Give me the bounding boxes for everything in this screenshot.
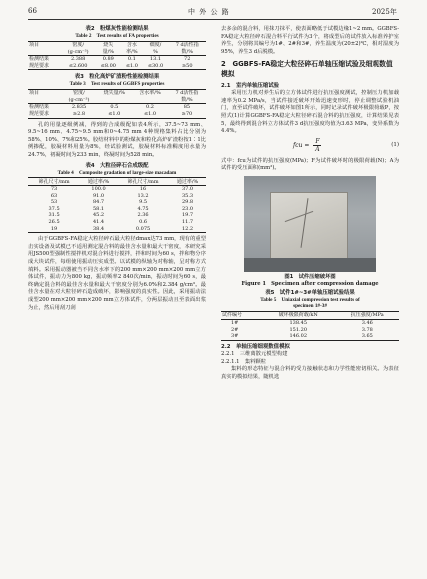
- table-cell: 31.5: [48, 212, 60, 219]
- table-header-cell: 筛孔尺寸/mm: [117, 178, 169, 186]
- table5-caption-cn: 表5 试件1#~3#单轴压缩试验结果: [265, 289, 355, 296]
- table-cell: 151.20: [289, 326, 307, 333]
- table2-caption-cn: 表2 粉煤灰性能检测结果: [85, 26, 149, 32]
- table5-caption-en-line2: specimen 1#-3#: [293, 303, 327, 310]
- table-header-cell: [132, 96, 168, 104]
- table-cell: 4.75: [137, 205, 149, 212]
- cube-specimen: [270, 192, 348, 260]
- equation-number: (1): [391, 141, 399, 148]
- table5-caption-en-line1: Table 5 Uniaxial compression test results of: [260, 296, 360, 303]
- table-cell: 29.8: [181, 199, 194, 206]
- header-rule: [28, 19, 399, 20]
- press-platen: [244, 258, 376, 272]
- table-cell: ≤1.0: [125, 62, 138, 69]
- body-paragraph: 式中：fcu为试件的抗压强度(MPa)；F为试件破坏时的极限荷载(N)；A为试件的受压面积(mm²)。: [221, 157, 399, 172]
- table-header-cell: (g·cm⁻³): [61, 48, 95, 56]
- table-cell: ≥50: [181, 62, 193, 69]
- table-cell: 146.02: [289, 333, 307, 340]
- table-cell: 63: [50, 192, 58, 199]
- table-header-cell: 细度/: [149, 41, 162, 48]
- table-cell: 16: [139, 186, 147, 193]
- subsubsubsection-heading: 2.2.1.1 集料颗粒: [221, 358, 267, 365]
- specimen-photo: [244, 176, 376, 272]
- table2-header-row-2: [28, 48, 206, 56]
- table-header-cell: 试件编号: [221, 311, 261, 319]
- table-cell: 2.835: [71, 104, 87, 111]
- table-cell: 26.5: [48, 219, 60, 225]
- running-header: [0, 0, 427, 20]
- table3-caption-en: Table 3 Test results of GGBFS properties: [69, 81, 165, 88]
- table-header-cell: 数/%: [168, 96, 206, 104]
- table-cell: 规范要求: [29, 110, 50, 117]
- table-header-cell: [28, 48, 61, 56]
- table-cell: 13.2: [137, 192, 149, 199]
- table-cell: 规范要求: [29, 62, 50, 69]
- table-header-cell: 通过率/%: [169, 178, 206, 186]
- table-row: [28, 199, 206, 206]
- table-cell: 0.075: [135, 225, 151, 232]
- table-cell: 0.6: [139, 219, 148, 225]
- table-header-cell: 7 d活性指: [175, 89, 199, 96]
- table-cell: 3.78: [361, 326, 373, 333]
- body-paragraph: 集料的形态特征与混合料的受力接触状态和力学性能密切相关。为表征真实的模拟结果，随机选: [221, 366, 399, 381]
- table-cell: 37.0: [181, 186, 194, 193]
- table-row: [28, 104, 206, 111]
- table-cell: 85: [183, 104, 191, 111]
- table-cell: 3#: [231, 333, 239, 340]
- table-header-cell: 密度/: [73, 89, 85, 96]
- table-header-cell: 含水率/%: [139, 89, 161, 96]
- table-header-cell: 率/%: [121, 48, 142, 56]
- table-row: [28, 63, 206, 70]
- subsection-heading: 2.2 单轴压缩细观数值模拟: [221, 343, 290, 350]
- table-header-cell: 含水: [126, 41, 137, 48]
- body-paragraph: 采用压力机对养生后的立方体试件进行抗压强度测试，控制压力机加载速率为0.2 MPa/s，当试件接近破坏开始迅速变形时，停止调整试验机油门，直至试件破坏，试件破坏如图1所示，同时记录试件破坏极限荷载P，按照式(1)计算GGBFS-FA稳定大粒径碎石混合料的抗压强度，计算结果见表5，最终得到混合料立方体试件3 d抗压强度均值为3.63 MPa，变异系数为4.4%。: [221, 90, 399, 135]
- table-cell: 2.36: [137, 212, 149, 219]
- table2-header-row-1: [28, 41, 206, 48]
- table-cell: 0.2: [146, 104, 154, 111]
- table-cell: 58.1: [92, 205, 105, 212]
- table-header-cell: [96, 96, 132, 104]
- table-cell: 0.1: [127, 56, 136, 63]
- table-row: [221, 327, 399, 334]
- table-cell: 0.5: [110, 104, 119, 111]
- table-header-cell: 量/%: [95, 48, 121, 56]
- table-header-cell: 数/%: [168, 48, 206, 56]
- table-row: [28, 212, 206, 219]
- table-header-cell: 7 d活性指: [175, 41, 199, 48]
- table-cell: 19: [50, 225, 58, 232]
- table-row: [28, 193, 206, 200]
- table-cell: 2#: [231, 326, 239, 333]
- table-header-cell: 密度/: [72, 41, 84, 48]
- table-header-cell: 破坏极限荷载/kN: [261, 311, 336, 319]
- table-row: [221, 319, 399, 326]
- table-row: [28, 219, 206, 226]
- table-cell: ≤1.0: [143, 110, 157, 117]
- right-column: [221, 26, 399, 382]
- section-heading: 2 GGBFS-FA稳定大粒径碎石单轴压缩试验及细观数值模拟: [221, 60, 393, 78]
- table-row: [28, 111, 206, 118]
- figure1-caption-en: Figure 1 Specimen after compression damage: [241, 280, 379, 287]
- formula-numerator: F: [315, 137, 320, 145]
- table-cell: 3.65: [361, 333, 373, 340]
- table-cell: ≤2.600: [68, 62, 88, 69]
- table-row: [28, 56, 206, 63]
- body-paragraph: 由于GGBFS-FA稳定大粒径碎石最大粒径dmax达73 mm，现有的重型击实设备及试模已不适用测定混合料的最佳含水量和最大干密度，本研究采用JS500型强制性搅拌机对混合料进行搅拌，拌和时间为60 s，拌和物分序成大块试件，每组使用振动压实成型。以试模的纵轴为对称轴，呈对称方式填料。采用振动器被当不同含水率下的200 mm×200 mm×200 mm立方体试件，振动力为800 kg，振动频率2 840次/min，振动时间为60 s，最终确定混合料的最佳含水量和最大干密度分别为6.0%和2.384 g/cm³。最佳含水量在对大粒径碎石造成破坏，影响强度的真实性。因此，采用振动法成型200 mm×200 mm×200 mm立方体试件，分两层振动且至表面出浆为止，然后用刮刀刮: [28, 236, 206, 311]
- table-cell: 53: [50, 199, 58, 206]
- table-row: [221, 333, 399, 340]
- table3-header-row-1: [28, 89, 206, 96]
- table-cell: 9.5: [139, 199, 148, 206]
- table3-caption-cn: 表3 粒化高炉矿渣粉性能检测结果: [74, 74, 160, 81]
- table-cell: ≤8.00: [100, 62, 116, 69]
- table-cell: 2.388: [70, 56, 86, 63]
- journal-year: 2025年: [372, 8, 397, 16]
- table-cell: 1#: [231, 319, 239, 326]
- table4-header-row: [28, 178, 206, 186]
- table-header-cell: 烧失: [103, 41, 114, 48]
- table-header-cell: %: [143, 48, 169, 56]
- table-cell: ≤1.0: [108, 110, 121, 117]
- body-paragraph: 去多余的混合料，用抹刀抹平，使表面略低于试模边缘1~2 mm。GGBFS-FA稳定大粒径碎石混合料平行试件为3个，将成型后的试件放入标准养护室养生，分别将其编号为1#、2#和3#，养生温度为(20±2)℃，相对湿度为95%，养生3 d后脱模。: [221, 26, 399, 55]
- formula-denominator: A: [315, 145, 320, 153]
- table3: [28, 89, 206, 119]
- figure1-caption-cn: 图1 试件压缩破坏图: [284, 273, 336, 280]
- table-header-cell: 项目: [29, 41, 40, 48]
- subsubsection-heading: 2.2.1 三维离散元模型构建: [221, 351, 288, 358]
- table-cell: 45.2: [92, 212, 105, 219]
- formula-lhs: fcu =: [293, 141, 310, 149]
- table-cell: 3.46: [361, 319, 373, 326]
- journal-name: 中 外 公 路: [188, 8, 230, 16]
- table-cell: ≥2.8: [72, 110, 86, 117]
- table-row: [28, 186, 206, 193]
- table-cell: 100.0: [91, 186, 106, 193]
- table-cell: 84.7: [92, 199, 105, 206]
- table-cell: 12.2: [181, 225, 194, 232]
- table-cell: 38.4: [92, 225, 105, 232]
- table-cell: 0.89: [102, 56, 114, 63]
- table5: [221, 311, 399, 341]
- table-cell: 138.45: [289, 319, 307, 326]
- table4: [28, 177, 206, 233]
- table-cell: 13.1: [149, 56, 162, 63]
- table3-header-row-2: [28, 96, 206, 104]
- table-header-cell: (g·cm⁻³): [62, 96, 97, 104]
- table-cell: 35.3: [181, 192, 194, 199]
- equation-1: [221, 138, 399, 156]
- page-number: 66: [28, 7, 37, 15]
- table4-caption-en: Table 4 Composite gradation of large-size macadam: [57, 169, 177, 176]
- table-header-cell: [28, 96, 62, 104]
- subsection-heading: 2.1 室内单轴压缩试验: [221, 82, 280, 89]
- body-paragraph: 孔的用量逐级例减，得到的合成级配如表4所示，37.5~73 mm、9.5~16 mm、4.75~9.5 mm和0~4.75 mm 4种规格集料占比分别为58%、10%、7%和25%。胶结材料中的粉煤灰和粒化高炉矿渣粉按1∶1比例掺配，胶凝材料用量为8%，经试验测试，胶凝材料标准稠度用水量为24.7%，初凝时间为233 min，终凝时间为528 min。: [28, 121, 206, 158]
- table-header-cell: 抗压强度/MPa: [336, 311, 399, 319]
- table-cell: 11.7: [181, 219, 194, 225]
- table-header-cell: 烧失量/%: [103, 89, 126, 96]
- table4-caption-cn: 表4 大粒径碎石合成级配: [85, 162, 149, 169]
- table5-header-row: [221, 311, 399, 319]
- table-cell: 41.4: [92, 219, 105, 225]
- table-cell: 23.0: [181, 205, 194, 212]
- table-row: [28, 206, 206, 213]
- table-header-cell: 项目: [29, 89, 40, 96]
- table-cell: 73: [50, 186, 58, 193]
- table-cell: 37.5: [48, 205, 60, 212]
- table-cell: 72: [184, 56, 191, 63]
- table2-caption-en: Table 2 Test results of FA properties: [75, 33, 159, 39]
- table2: [28, 41, 206, 71]
- table-cell: 检测结果: [29, 104, 50, 111]
- left-column: [28, 26, 206, 312]
- table-cell: 检测结果: [29, 56, 50, 63]
- table-cell: 19.7: [181, 212, 194, 219]
- table-header-cell: 筛孔尺寸/mm: [28, 178, 80, 186]
- table-cell: ≤30.0: [147, 62, 164, 69]
- table-cell: 91.0: [92, 192, 105, 199]
- table-cell: ≥70: [181, 110, 193, 117]
- table-header-cell: 通过率/%: [80, 178, 117, 186]
- table-row: [28, 226, 206, 233]
